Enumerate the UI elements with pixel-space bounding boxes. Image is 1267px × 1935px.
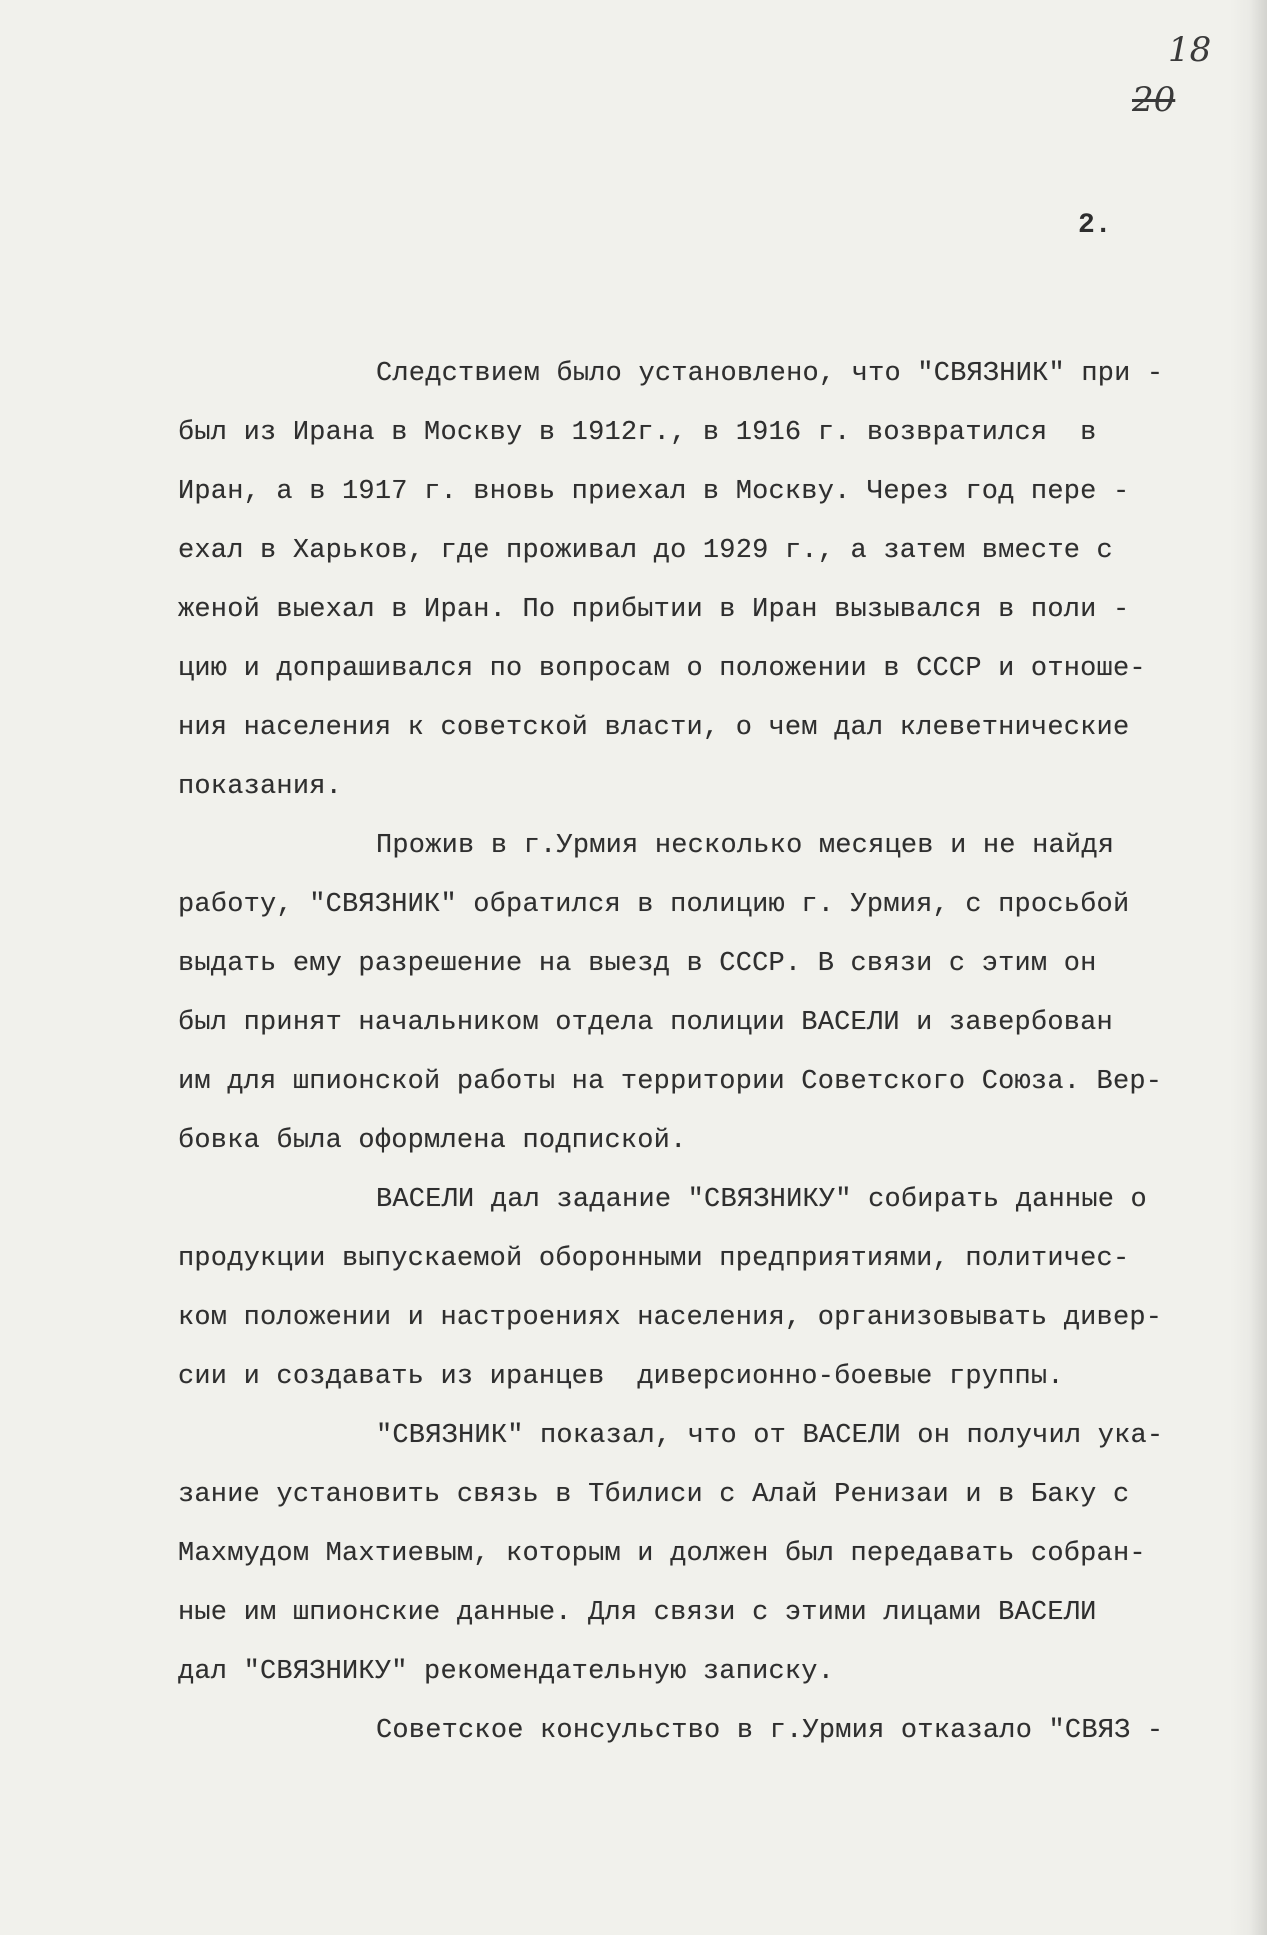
text-line: "СВЯЗНИК" показал, что от ВАСЕЛИ он получил ука- bbox=[376, 1421, 1164, 1451]
page-number: 2. bbox=[1078, 210, 1112, 241]
text-line: Махмудом Махтиевым, которым и должен был передавать собран- bbox=[178, 1539, 1146, 1569]
text-line: им для шпионской работы на территории Советского Союза. Вер- bbox=[178, 1067, 1163, 1097]
text-line: был из Ирана в Москву в 1912г., в 1916 г. возвратился в bbox=[178, 418, 1097, 448]
text-line: работу, "СВЯЗНИК" обратился в полицию г. Урмия, с просьбой bbox=[178, 890, 1130, 920]
folio-number-crossed-out: 20 bbox=[1132, 80, 1176, 120]
text-line: сии и создавать из иранцев диверсионно-боевые группы. bbox=[178, 1362, 1064, 1392]
text-line: Следствием было установлено, что "СВЯЗНИК" при - bbox=[376, 359, 1164, 389]
text-line: дал "СВЯЗНИКУ" рекомендательную записку. bbox=[178, 1657, 835, 1687]
text-line: Советское консульство в г.Урмия отказало "СВЯЗ - bbox=[376, 1716, 1164, 1746]
folio-number-current: 18 bbox=[1168, 30, 1212, 70]
text-line: ВАСЕЛИ дал задание "СВЯЗНИКУ" собирать данные о bbox=[376, 1185, 1147, 1215]
page-edge-shadow bbox=[1249, 0, 1267, 1935]
text-line: выдать ему разрешение на выезд в СССР. В связи с этим он bbox=[178, 949, 1097, 979]
text-line: бовка была оформлена подпиской. bbox=[178, 1126, 687, 1156]
text-line: ные им шпионские данные. Для связи с этими лицами ВАСЕЛИ bbox=[178, 1598, 1097, 1628]
text-line: был принят начальником отдела полиции ВАСЕЛИ и завербован bbox=[178, 1008, 1113, 1038]
text-line: зание установить связь в Тбилиси с Алай Ренизаи и в Баку с bbox=[178, 1480, 1130, 1510]
typed-body-text bbox=[178, 345, 1230, 1761]
text-line: Иран, а в 1917 г. вновь приехал в Москву. Через год пере - bbox=[178, 477, 1130, 507]
text-line: цию и допрашивался по вопросам о положении в СССР и отноше- bbox=[178, 654, 1146, 684]
text-line: ком положении и настроениях населения, организовывать дивер- bbox=[178, 1303, 1163, 1333]
text-line: Прожив в г.Урмия несколько месяцев и не найдя bbox=[376, 831, 1115, 861]
text-line: продукции выпускаемой оборонными предприятиями, политичес- bbox=[178, 1244, 1130, 1274]
text-line: ния населения к советской власти, о чем дал клеветнические bbox=[178, 713, 1130, 743]
text-line: ехал в Харьков, где проживал до 1929 г., а затем вместе с bbox=[178, 536, 1113, 566]
text-line: женой выехал в Иран. По прибытии в Иран вызывался в поли - bbox=[178, 595, 1130, 625]
text-line: показания. bbox=[178, 772, 343, 802]
